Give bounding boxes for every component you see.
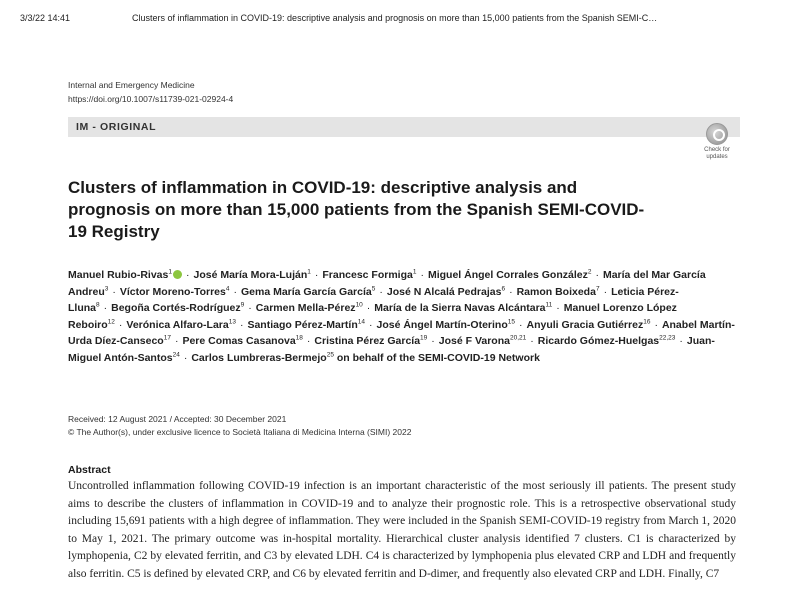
author-separator: ·: [183, 351, 188, 364]
author-name[interactable]: [376, 319, 515, 331]
affiliation-number: 12: [107, 318, 115, 325]
affiliation-number: 8: [96, 301, 100, 309]
affiliation-number: 20,21: [509, 334, 527, 342]
author-name-text: Santiago Pérez-Martín: [247, 318, 358, 331]
affiliation-number: 15: [507, 318, 515, 325]
publication-dates: [68, 413, 411, 439]
affiliation-number: 1: [412, 268, 417, 276]
author-name[interactable]: [439, 335, 526, 347]
affiliation-number: 3: [104, 285, 109, 292]
author-separator: ·: [239, 318, 244, 331]
author-name[interactable]: [387, 286, 505, 298]
author-name-text: Manuel Rubio-Rivas: [68, 269, 169, 281]
print-page-title: Clusters of inflammation in COVID-19: descriptive analysis and prognosis on more than 15,000 patients from the Spanish SEMI-C…: [132, 13, 658, 23]
author-name[interactable]: [111, 302, 244, 314]
author-name[interactable]: [517, 286, 600, 298]
affiliation-number: 10: [355, 301, 363, 309]
affiliation-number: 22,23: [659, 334, 676, 342]
orcid-icon[interactable]: [173, 270, 182, 279]
print-header: [20, 13, 786, 23]
author-name-text: Begoña Cortés-Rodríguez: [111, 302, 241, 314]
author-separator: ·: [248, 302, 252, 314]
paper-title: Clusters of inflammation in COVID-19: descriptive analysis and prognosis on more than 15,000 patients from the Spanish SEMI-COVID-19 Registry: [68, 178, 645, 241]
affiliation-number: 7: [595, 285, 600, 292]
check-for-updates-icon: [706, 123, 728, 145]
author-list: [68, 267, 738, 366]
author-name[interactable]: [241, 286, 375, 298]
author-separator: ·: [509, 285, 513, 298]
check-for-updates-label: Check for updates: [704, 147, 730, 160]
author-separator: ·: [112, 285, 116, 298]
section-label-bar: [68, 117, 740, 137]
author-name[interactable]: [526, 319, 650, 331]
author-separator: ·: [233, 285, 237, 298]
author-separator: ·: [431, 335, 435, 347]
author-name[interactable]: [247, 319, 365, 331]
authors-suffix: on behalf of the SEMI-COVID-19 Network: [333, 351, 540, 364]
affiliation-number: 14: [357, 318, 365, 325]
affiliation-number: 11: [545, 301, 553, 309]
print-timestamp: 3/3/22 14:41: [20, 13, 71, 23]
check-for-updates-badge[interactable]: [697, 123, 737, 161]
author-name[interactable]: [256, 302, 363, 314]
author-name-text: Leticia Pérez-Lluna: [68, 285, 679, 314]
author-name-text: Verónica Alfaro-Lara: [126, 318, 229, 331]
author-name-text: José N Alcalá Pedrajas: [386, 285, 502, 298]
author-separator: ·: [518, 318, 523, 331]
author-name-text: Pere Comas Casanova: [182, 335, 296, 347]
affiliation-number: 2: [587, 268, 592, 276]
doi-link[interactable]: https://doi.org/10.1007/s11739-021-02924-4: [68, 94, 234, 104]
author-name[interactable]: [191, 352, 334, 364]
affiliation-number: 17: [163, 334, 171, 342]
author-name-text: Gema María García García: [240, 285, 372, 298]
affiliation-number: 4: [225, 285, 230, 292]
received-accepted-dates: Received: 12 August 2021 / Accepted: 30 December 2021: [68, 414, 287, 424]
author-separator: ·: [118, 318, 123, 331]
affiliation-number: 1: [168, 268, 172, 276]
author-name[interactable]: [68, 269, 182, 281]
author-name-text: Carmen Mella-Pérez: [255, 302, 356, 314]
author-separator: ·: [679, 335, 683, 347]
author-separator: ·: [368, 318, 373, 331]
author-separator: ·: [314, 269, 319, 281]
affiliation-number: 24: [172, 351, 180, 358]
author-name-text: Carlos Lumbreras-Bermejo: [191, 351, 327, 364]
abstract-heading: Abstract: [68, 464, 111, 476]
author-name-text: Cristina Pérez García: [314, 335, 421, 347]
affiliation-number: 5: [371, 285, 376, 292]
author-name-text: Manuel Lorenzo López Reboiro: [68, 302, 677, 331]
affiliation-number: 13: [228, 318, 236, 325]
journal-name: Internal and Emergency Medicine: [68, 80, 195, 90]
author-name[interactable]: [193, 269, 310, 281]
affiliation-number: 1: [307, 268, 311, 276]
author-separator: ·: [420, 269, 424, 281]
section-label: IM - ORIGINAL: [76, 121, 157, 133]
affiliation-number: 25: [326, 351, 334, 358]
affiliation-number: 9: [240, 301, 245, 309]
copyright-line: © The Author(s), under exclusive licence to Società Italiana di Medicina Interna (SIMI) 2022: [68, 427, 412, 437]
author-separator: ·: [306, 335, 311, 347]
author-name-text: Ramon Boixeda: [516, 285, 596, 298]
author-separator: ·: [185, 269, 190, 281]
author-separator: ·: [379, 285, 383, 298]
author-name-text: Víctor Moreno-Torres: [119, 285, 226, 298]
author-name-text: Ricardo Gómez-Huelgas: [537, 335, 660, 347]
author-name[interactable]: [126, 319, 236, 331]
author-name-text: José Ángel Martín-Oterino: [376, 318, 508, 331]
affiliation-number: 19: [420, 334, 428, 342]
author-name[interactable]: [314, 335, 427, 347]
author-separator: ·: [595, 269, 599, 281]
author-name[interactable]: [182, 335, 302, 347]
author-name-text: Juan-Miguel Antón-Santos: [68, 335, 715, 364]
journal-info: [68, 78, 233, 106]
affiliation-number: 6: [501, 285, 506, 292]
author-name-text: Anabel Martín-Urda Díez-Canseco: [68, 318, 735, 347]
author-name-text: José F Varona: [438, 335, 510, 347]
author-separator: ·: [603, 285, 608, 298]
author-name-text: Francesc Formiga: [322, 269, 413, 281]
author-name-text: Miguel Ángel Corrales González: [427, 269, 588, 281]
author-name[interactable]: [374, 302, 552, 314]
author-separator: ·: [366, 302, 371, 314]
author-name[interactable]: [428, 269, 592, 281]
author-name-text: María del Mar García Andreu: [68, 269, 706, 298]
author-separator: ·: [530, 335, 534, 347]
abstract-text: Uncontrolled inflammation following COVID-19 infection is an important characteristic of the most seriously ill patients. The present study aims to describe the clusters of inflammation in COVID-19 and to analyze their prognostic role. This is a retrospective observational study including 15,691 patients with a high degree of inflammation. They were included in the Spanish SEMI-COVID-19 registry from March 1, 2020 to May 1, 2021. The primary outcome was in-hospital mortality. Hierarchical cluster analysis identified 7 clusters. C1 is characterized by lymphopenia, C2 by elevated ferritin, and C3 by elevated LDH. C4 is characterized by lymphopenia plus elevated CRP and LDH and frequently also ferritin. C5 is defined by elevated CRP, and C6 by elevated ferritin and D-dimer, and frequently also elevated CRP and LDH. Finally, C7: [68, 480, 736, 580]
author-name[interactable]: [120, 286, 230, 298]
author-name-text: María de la Sierra Navas Alcántara: [374, 302, 546, 314]
author-separator: ·: [174, 335, 179, 347]
affiliation-number: 18: [295, 334, 303, 342]
author-name-text: Anyuli Gracia Gutiérrez: [526, 318, 644, 331]
affiliation-number: 16: [643, 318, 651, 325]
author-separator: ·: [654, 318, 658, 331]
author-separator: ·: [556, 302, 560, 314]
author-name[interactable]: [538, 335, 676, 347]
author-name-text: José María Mora-Luján: [193, 269, 308, 281]
author-name[interactable]: [322, 269, 416, 281]
author-separator: ·: [103, 302, 108, 314]
